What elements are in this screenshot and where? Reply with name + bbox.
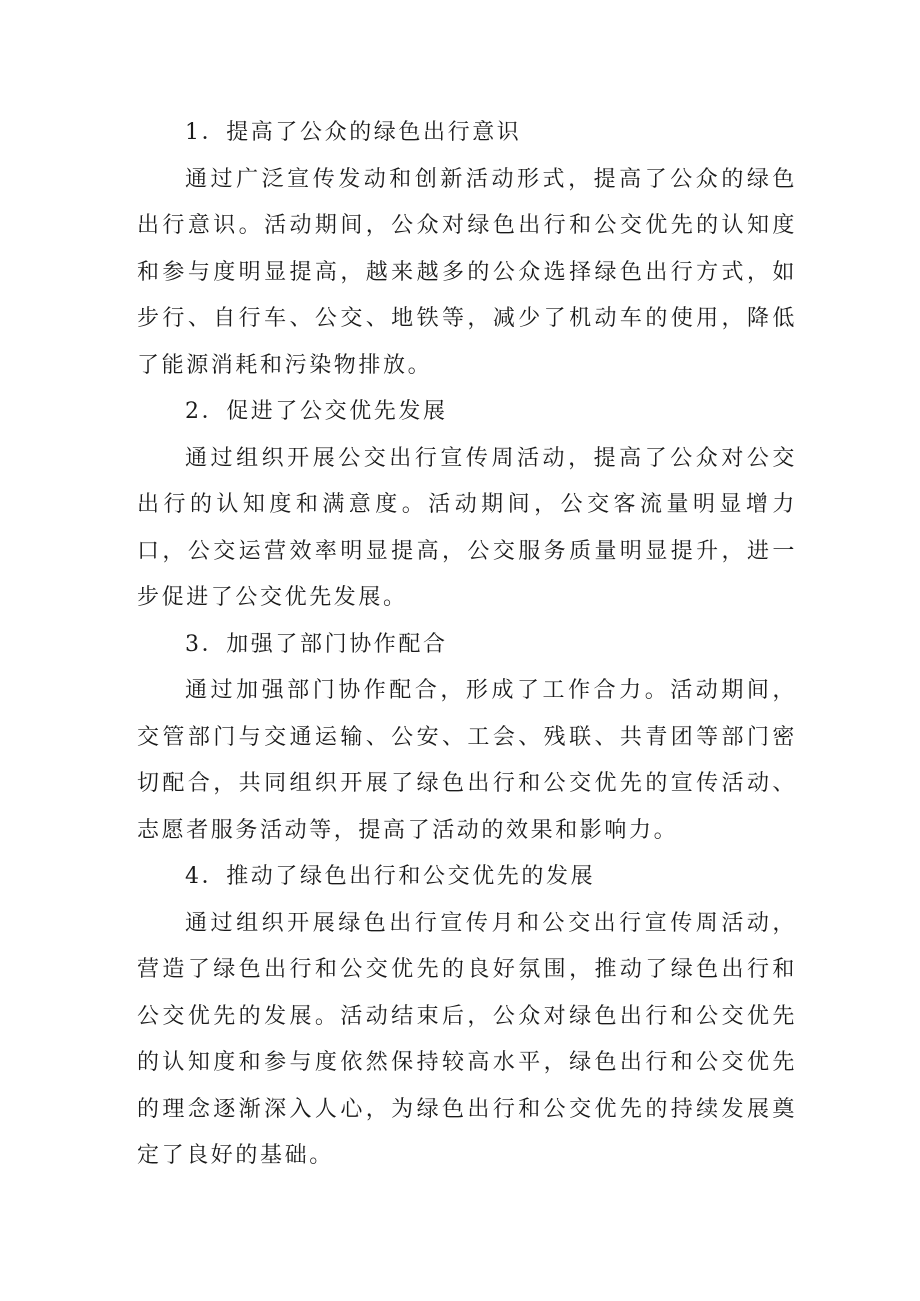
section-heading-4: 4．推动了绿色出行和公交优先的发展 bbox=[185, 864, 596, 889]
section-paragraph-4: 通过组织开展绿色出行宣传月和公交出行宣传周活动，营造了绿色出行和公交优先的良好氛围，推动了绿色出行和公交优先的发展。活动结束后，公众对绿色出行和公交优先的认知度和参与度依然保持较高水平，绿色出行和公交优先的理念逐渐深入人心，为绿色出行和公交优先的持续发展奠定了良好的基础。 bbox=[137, 910, 797, 1168]
section-paragraph-1: 通过广泛宣传发动和创新活动形式，提高了公众的绿色出行意识。活动期间，公众对绿色出行和公交优先的认知度和参与度明显提高，越来越多的公众选择绿色出行方式，如步行、自行车、公交、地铁等，减少了机动车的使用，降低了能源消耗和污染物排放。 bbox=[137, 166, 797, 378]
section-heading-1: 1．提高了公众的绿色出行意识 bbox=[185, 120, 522, 145]
document-body bbox=[137, 110, 797, 1180]
section-paragraph-3: 通过加强部门协作配合，形成了工作合力。活动期间，交管部门与交通运输、公安、工会、残联、共青团等部门密切配合，共同组织开展了绿色出行和公交优先的宣传活动、志愿者服务活动等，提高了活动的效果和影响力。 bbox=[137, 678, 797, 843]
section-heading-2: 2．促进了公交优先发展 bbox=[185, 399, 448, 424]
section-paragraph-2: 通过组织开展公交出行宣传周活动，提高了公众对公交出行的认知度和满意度。活动期间，公交客流量明显增力口，公交运营效率明显提高，公交服务质量明显提升，进一步促进了公交优先发展。 bbox=[137, 445, 797, 610]
section-heading-3: 3．加强了部门协作配合 bbox=[185, 631, 448, 657]
